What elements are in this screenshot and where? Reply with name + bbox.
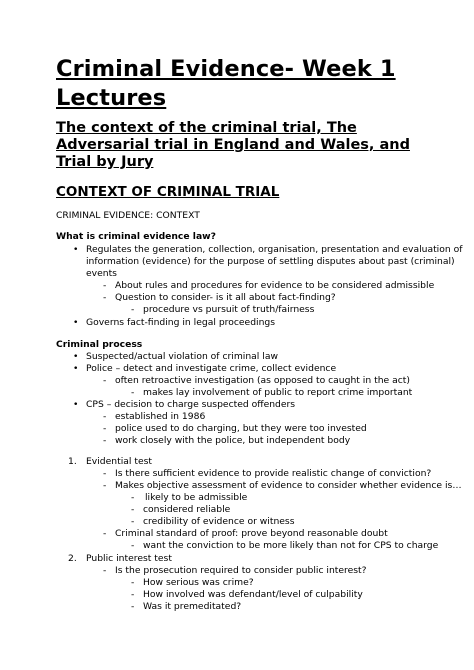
- list-item: Is the prosecution required to consider public interest?: [115, 565, 367, 576]
- dash-icon: -: [131, 540, 135, 551]
- list-item: Suspected/actual violation of criminal law: [86, 351, 278, 362]
- dash-icon: -: [131, 577, 135, 588]
- list-item: Is there sufficient evidence to provide realistic change of conviction?: [115, 468, 432, 479]
- list-item: How serious was crime?: [143, 577, 254, 588]
- dash-icon: -: [131, 504, 135, 515]
- list-item: Question to consider- is it all about fact-finding?: [115, 292, 336, 303]
- list-item-line: events: [86, 268, 117, 279]
- dash-icon: -: [131, 387, 135, 398]
- subheading: CRIMINAL EVIDENCE: CONTEXT: [56, 210, 200, 221]
- list-item: work closely with the police, but independent body: [115, 435, 351, 446]
- question-heading: What is criminal evidence law?: [56, 231, 216, 242]
- list-item-line: information (evidence) for the purpose of settling disputes about past (criminal): [86, 256, 455, 267]
- bullet-icon: •: [73, 399, 79, 410]
- page-title-line-1: Criminal Evidence- Week 1: [56, 56, 396, 82]
- list-item: Governs fact-finding in legal proceedings: [86, 317, 276, 328]
- bullet-icon: •: [73, 244, 79, 255]
- list-item: likely to be admissible: [145, 492, 248, 503]
- section-heading: CONTEXT OF CRIMINAL TRIAL: [56, 184, 280, 200]
- evidential-test-heading: Evidential test: [86, 456, 153, 467]
- dash-icon: -: [103, 280, 107, 291]
- list-item: About rules and procedures for evidence to be considered admissible: [115, 280, 435, 291]
- dash-icon: -: [103, 292, 107, 303]
- dash-icon: -: [103, 565, 107, 576]
- list-item: Makes objective assessment of evidence to consider whether evidence is…: [115, 480, 462, 491]
- dash-icon: -: [131, 601, 135, 612]
- page-title-line-2: Lectures: [56, 85, 167, 111]
- dash-icon: -: [103, 528, 107, 539]
- list-item: How involved was defendant/level of culpability: [143, 589, 363, 600]
- list-item: established in 1986: [115, 411, 206, 422]
- list-item-line: Regulates the generation, collection, organisation, presentation and evaluation of: [86, 244, 463, 255]
- bullet-icon: •: [73, 317, 79, 328]
- dash-icon: -: [131, 304, 135, 315]
- criminal-process-heading: Criminal process: [56, 339, 143, 350]
- list-item: procedure vs pursuit of truth/fairness: [143, 304, 315, 315]
- bullet-icon: •: [73, 363, 79, 374]
- dash-icon: -: [103, 411, 107, 422]
- dash-icon: -: [131, 516, 135, 527]
- subtitle-line-1: The context of the criminal trial, The: [56, 120, 357, 136]
- list-item: often retroactive investigation (as opposed to caught in the act): [115, 375, 410, 386]
- list-item: considered reliable: [143, 504, 231, 515]
- list-item: Criminal standard of proof: prove beyond reasonable doubt: [115, 528, 388, 539]
- list-item: want the conviction to be more likely than not for CPS to charge: [143, 540, 439, 551]
- list-item: CPS – decision to charge suspected offenders: [86, 399, 296, 410]
- numbered-item-number: 2.: [68, 553, 77, 564]
- list-item: police used to do charging, but they were too invested: [115, 423, 367, 434]
- dash-icon: -: [131, 589, 135, 600]
- dash-icon: -: [103, 468, 107, 479]
- subtitle-line-2: Adversarial trial in England and Wales, and: [56, 137, 410, 153]
- dash-icon: -: [103, 375, 107, 386]
- list-item: credibility of evidence or witness: [143, 516, 295, 527]
- dash-icon: -: [103, 435, 107, 446]
- list-item: Police – detect and investigate crime, collect evidence: [86, 363, 337, 374]
- dash-icon: -: [103, 480, 107, 491]
- public-interest-test-heading: Public interest test: [86, 553, 172, 564]
- dash-icon: -: [131, 492, 135, 503]
- subtitle-line-3: Trial by Jury: [56, 154, 154, 170]
- list-item: Was it premeditated?: [143, 601, 242, 612]
- numbered-item-number: 1.: [68, 456, 77, 467]
- dash-icon: -: [103, 423, 107, 434]
- bullet-icon: •: [73, 351, 79, 362]
- list-item: makes lay involvement of public to report crime important: [143, 387, 413, 398]
